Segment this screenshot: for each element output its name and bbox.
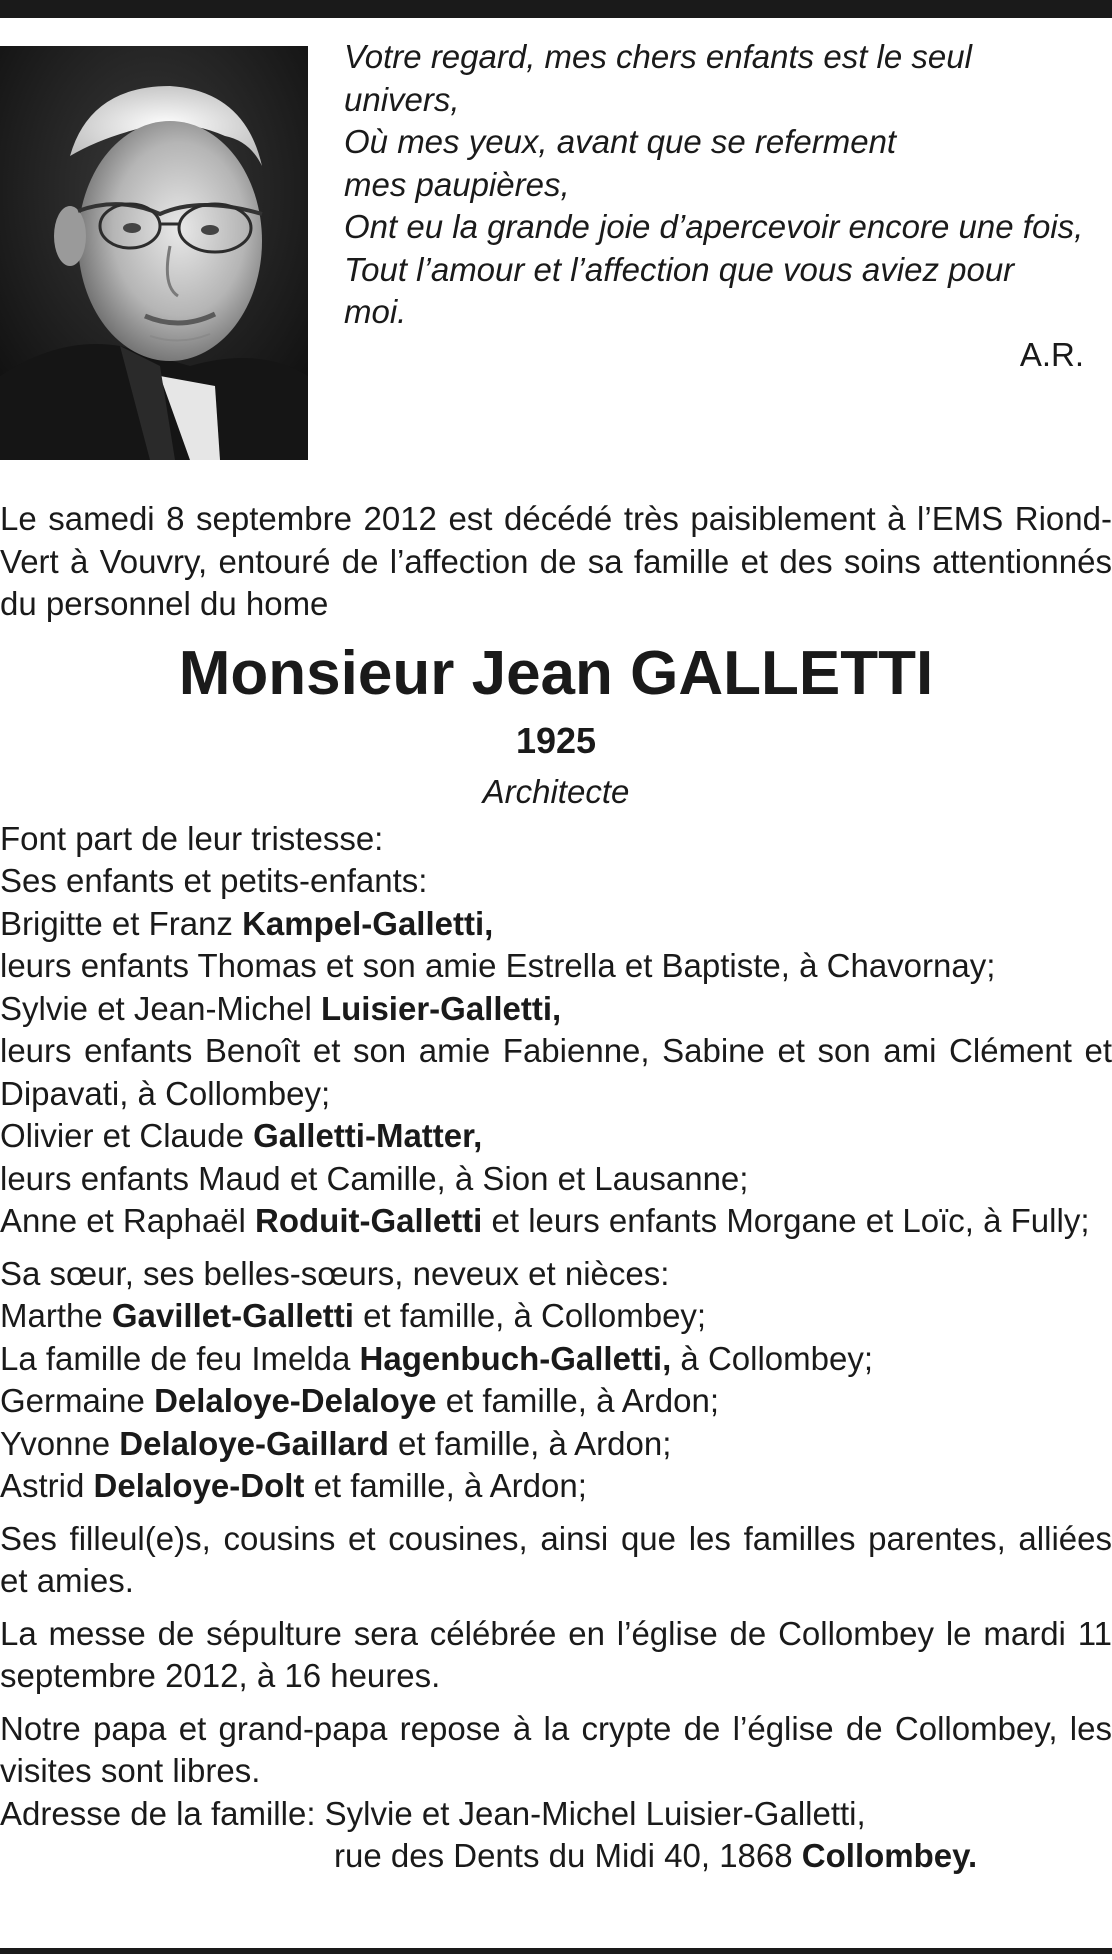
sibling-surname: Delaloye-Delaloye (154, 1382, 437, 1419)
child-first-names: Anne et Raphaël (0, 1202, 256, 1239)
child-surname: Roduit-Galletti (255, 1202, 483, 1239)
intro-paragraph: Le samedi 8 septembre 2012 est décédé très paisiblement à l’EMS Riond-Vert à Vouvry, entouré de l’affection de sa famille et des soins attentionnés du personnel du home (0, 500, 1112, 622)
bottom-rule (0, 1948, 1112, 1954)
grandchildren-entry: leurs enfants Thomas et son amie Estrella et Baptiste, à Chavornay; (0, 947, 996, 984)
siblings-header: Sa sœur, ses belles-sœurs, neveux et nièces: (0, 1254, 670, 1292)
sibling-first-name: Astrid (0, 1467, 94, 1504)
sibling-surname: Delaloye-Dolt (93, 1467, 305, 1504)
poem-line: Ont eu la grande joie d’apercevoir encore une fois, (344, 208, 1084, 245)
child-entry (0, 903, 1112, 946)
grandchildren-entry: leurs enfants Maud et Camille, à Sion et Lausanne; (0, 1159, 749, 1197)
sibling-detail: et famille, à Ardon; (436, 1382, 720, 1419)
poem-author: A.R. (1019, 335, 1084, 373)
sibling-entry (0, 1465, 1112, 1508)
child-first-names: Brigitte et Franz (0, 904, 243, 942)
poem-line: univers, (344, 80, 460, 118)
sibling-surname: Gavillet-Galletti (111, 1297, 354, 1334)
poem-line: Tout l’amour et l’affection que vous aviez pour (344, 250, 1015, 288)
poem-line: mes paupières, (344, 165, 570, 203)
others-paragraph: Ses filleul(e)s, cousins et cousines, ainsi que les familles parentes, alliées et amies. (0, 1519, 1112, 1599)
address-street: rue des Dents du Midi 40, 1868 (334, 1837, 802, 1874)
poem-line: moi. (344, 293, 407, 330)
child-entry (0, 1115, 1112, 1158)
family-header: Font part de leur tristesse: (0, 819, 384, 857)
sibling-detail: à Collombey; (671, 1339, 874, 1377)
grandchildren-text: et leurs enfants Morgane et Loïc, à Fully; (482, 1202, 1090, 1239)
address-block (0, 1793, 1112, 1878)
poem-line: Où mes yeux, avant que se referment (344, 123, 897, 160)
address-line-2 (0, 1835, 1112, 1878)
deceased-name: Monsieur Jean GALLETTI (178, 638, 934, 708)
sibling-detail: et famille, à Collombey; (353, 1297, 707, 1334)
rest-paragraph: Notre papa et grand-papa repose à la crypte de l’église de Collombey, les visites sont libres. (0, 1709, 1112, 1789)
grandchildren-entry: leurs enfants Benoît et son amie Fabienne, Sabine et son ami Clément et Dipavati, à Collombey; (0, 1032, 1112, 1112)
sibling-first-name: Yvonne (0, 1424, 120, 1462)
obituary-content (0, 498, 1112, 1878)
children-header: Ses enfants et petits-enfants: (0, 862, 428, 899)
child-surname: Kampel-Galletti, (242, 904, 494, 942)
sibling-first-name: La famille de feu Imelda (0, 1339, 360, 1377)
sibling-entry (0, 1380, 1112, 1423)
poem-line: Votre regard, mes chers enfants est le seul (344, 38, 972, 75)
child-first-names: Sylvie et Jean-Michel (0, 989, 321, 1027)
address-city: Collombey. (801, 1837, 978, 1874)
sibling-entry (0, 1423, 1112, 1466)
sibling-detail: et famille, à Ardon; (304, 1467, 587, 1504)
child-entry (0, 1200, 1112, 1243)
sibling-first-name: Germaine (0, 1382, 155, 1419)
sibling-entry (0, 1295, 1112, 1338)
poem-block (344, 36, 1104, 376)
mass-paragraph: La messe de sépulture sera célébrée en l’église de Collombey le mardi 11 septembre 2012, à 16 heures. (0, 1614, 1112, 1694)
sibling-detail: et famille, à Ardon; (388, 1424, 672, 1462)
siblings-block (0, 1253, 1112, 1508)
sibling-entry (0, 1338, 1112, 1381)
sibling-surname: Hagenbuch-Galletti, (359, 1339, 672, 1377)
deceased-year: 1925 (515, 719, 597, 761)
child-surname: Luisier-Galletti, (320, 989, 562, 1027)
sibling-first-name: Marthe (0, 1297, 112, 1334)
child-surname: Galletti-Matter, (253, 1117, 483, 1154)
top-rule (0, 0, 1112, 18)
family-block (0, 818, 1112, 1243)
deceased-profession: Architecte (482, 772, 630, 810)
child-entry (0, 988, 1112, 1031)
sibling-surname: Delaloye-Gaillard (119, 1424, 389, 1462)
address-line-1: Adresse de la famille: Sylvie et Jean-Michel Luisier-Galletti, (0, 1794, 866, 1832)
portrait-image (0, 46, 308, 460)
child-first-names: Olivier et Claude (0, 1117, 254, 1154)
portrait-photo (0, 46, 308, 460)
